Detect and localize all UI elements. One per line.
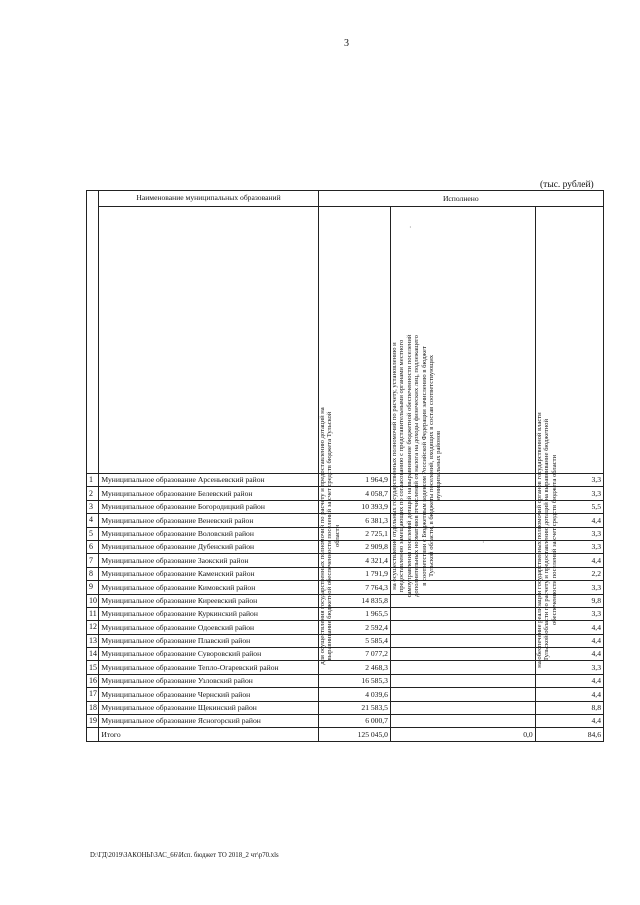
row-value-2 [390,688,535,701]
row-name: Муниципальное образование Дубенский район [99,540,318,553]
row-value-2 [390,661,535,674]
table-row [87,715,604,728]
executed-header: Исполнено [318,191,603,207]
total-value-2: 0,0 [390,728,535,741]
row-value-3: 2,2 [535,567,603,580]
name-column-spacer [99,207,318,474]
row-number: 3 [87,500,99,513]
row-value-1: 1 791,9 [318,567,390,580]
row-number: 16 [87,674,99,687]
row-name: Муниципальное образование Киреевский район [99,594,318,607]
row-value-2 [390,701,535,714]
row-value-1: 1 964,9 [318,474,390,487]
row-value-1: 4 039,6 [318,688,390,701]
row-value-3: 3,3 [535,474,603,487]
name-column-header: Наименование муниципальных образований [99,191,318,207]
row-number: 14 [87,648,99,661]
row-name: Муниципальное образование Заокский район [99,554,318,567]
row-value-3: 4,4 [535,674,603,687]
row-number: 12 [87,621,99,634]
row-value-1: 2 468,3 [318,661,390,674]
row-number: 17 [87,688,99,701]
row-name: Муниципальное образование Суворовский район [99,648,318,661]
total-row [87,728,604,741]
row-name: Муниципальное образование Куркинский район [99,607,318,620]
row-value-3: 4,4 [535,621,603,634]
row-value-3: 4,4 [535,514,603,527]
total-number-cell [87,728,99,741]
row-value-3: 9,8 [535,594,603,607]
row-value-1: 21 583,5 [318,701,390,714]
row-name: Муниципальное образование Плавский район [99,634,318,647]
total-label: Итого [99,728,318,741]
row-value-3: 4,4 [535,688,603,701]
number-column-header [87,191,99,474]
row-number: 10 [87,594,99,607]
row-value-1: 14 835,8 [318,594,390,607]
row-value-1: 2 592,4 [318,621,390,634]
row-value-1: 7 077,2 [318,648,390,661]
row-value-3: 4,4 [535,634,603,647]
row-value-3: 4,4 [535,554,603,567]
row-value-2 [390,648,535,661]
scan-mark: · [482,538,485,547]
row-value-3: 3,3 [535,540,603,553]
row-value-1: 1 965,5 [318,607,390,620]
column-2-header-text: на осуществление отдельных государственных полномочий по расчету, установлению и предоставлению замещающих по согласованию с представительными органами местного самоуправления поселений дотаций на выравнивание бюджетной обеспеченности поселений дополнительных нормативов отчислений от налога на доходы физических лиц, подлежащего в соответствии с Бюджетным кодексом Российской Федерации зачислению в бюджет Тульской области, в бюджеты поселений, входящих в состав соответствующих муниципальных районов [390,334,443,598]
row-value-3: 8,8 [535,701,603,714]
row-name: Муниципальное образование Узловский район [99,674,318,687]
row-value-3: 3,3 [535,607,603,620]
row-number: 1 [87,474,99,487]
row-number: 8 [87,567,99,580]
row-name: Муниципальное образование Чернский район [99,688,318,701]
row-number: 5 [87,527,99,540]
row-number: 11 [87,607,99,620]
row-value-1: 6 000,7 [318,715,390,728]
row-number: 19 [87,715,99,728]
row-name: Муниципальное образование Щекинский район [99,701,318,714]
row-number: 9 [87,581,99,594]
row-value-3: 3,3 [535,661,603,674]
row-value-2 [390,621,535,634]
row-name: Муниципальное образование Ясногорский район [99,715,318,728]
row-value-3: 4,4 [535,715,603,728]
total-value-3: 84,6 [535,728,603,741]
file-path: D:\ГД\2019\ЗАКОНЫ\ЗАС_66\Исп. бюджет ТО 2018_2 чт\р70.xls [90,852,279,859]
row-number: 2 [87,487,99,500]
table-row [87,674,604,687]
row-name: Муниципальное образование Арсеньевский район [99,474,318,487]
row-number: 15 [87,661,99,674]
row-number: 13 [87,634,99,647]
row-value-1: 16 585,3 [318,674,390,687]
page-number: 3 [344,38,349,49]
row-number: 6 [87,540,99,553]
row-number: 4 [87,514,99,527]
row-name: Муниципальное образование Воловский район [99,527,318,540]
row-name: Муниципальное образование Тепло-Огаревский район [99,661,318,674]
row-value-1: 6 381,3 [318,514,390,527]
row-value-1: 5 585,4 [318,634,390,647]
row-value-3: 4,4 [535,648,603,661]
scan-mark: · [409,223,412,232]
row-number: 7 [87,554,99,567]
row-value-1: 2 725,1 [318,527,390,540]
budget-table [86,190,604,742]
row-value-2 [390,674,535,687]
table-row [87,701,604,714]
row-value-3: 3,3 [535,527,603,540]
row-value-1: 7 764,3 [318,581,390,594]
column-3-header-text: на обеспечение реализации государственных полномочий органов государственной власти Тульской области по расчету и предоставлению дотаций на выравнивание бюджетной обеспеченности поселений за счет средств бюджета области [535,412,558,668]
row-name: Муниципальное образование Веневский район [99,514,318,527]
row-value-3: 3,3 [535,487,603,500]
column-1-header-text: для осуществления государственных полномочий по расчету и предоставлению дотаций на выравнивание бюджетной обеспеченности поселений за счет средств бюджета Тульской области [318,407,341,665]
row-value-2 [390,634,535,647]
row-value-1: 4 321,4 [318,554,390,567]
row-value-3: 5,5 [535,500,603,513]
row-value-1: 2 909,8 [318,540,390,553]
row-value-1: 4 058,7 [318,487,390,500]
column-2-header [390,207,535,598]
row-name: Муниципальное образование Богородицкий район [99,500,318,513]
row-value-1: 10 393,9 [318,500,390,513]
row-name: Муниципальное образование Одоевский район [99,621,318,634]
table-row [87,688,604,701]
row-name: Муниципальное образование Белевский район [99,487,318,500]
row-value-2 [390,607,535,620]
total-value-1: 125 045,0 [318,728,390,741]
row-name: Муниципальное образование Кимовский район [99,581,318,594]
row-number: 18 [87,701,99,714]
row-name: Муниципальное образование Каменский район [99,567,318,580]
units-label: (тыс. рублей) [540,180,594,190]
row-value-3: 3,3 [535,581,603,594]
row-value-2 [390,715,535,728]
